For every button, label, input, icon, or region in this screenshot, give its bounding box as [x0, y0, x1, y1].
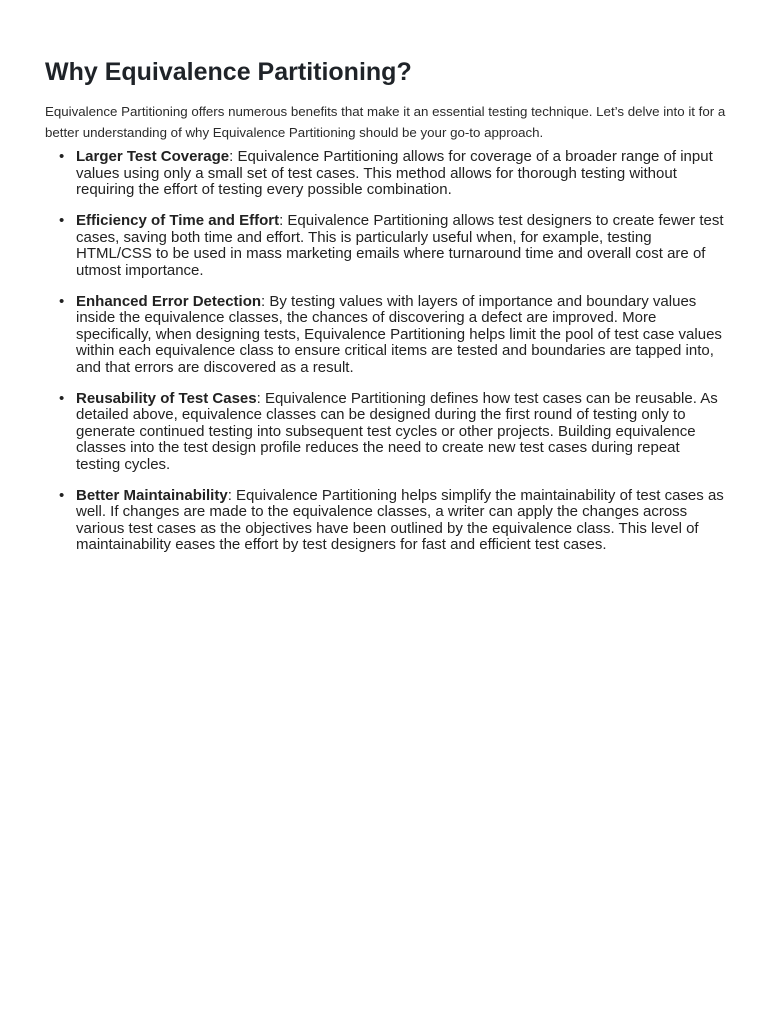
benefit-title: Reusability of Test Cases: [76, 389, 257, 407]
bullet-icon: •: [59, 148, 65, 165]
benefit-text: : Equivalence Partitioning defines how test cases can be reusable. As detailed above, equivalence classes can be designed during the first round of testing only to generate continued testing into subsequent test cycles or other projects. Building equivalence classes into the test design profile reduces the need to create new test cases during repeat testing cycles.: [76, 389, 718, 473]
page-title: Why Equivalence Partitioning?: [45, 58, 412, 86]
bullet-icon: •: [59, 212, 65, 229]
list-item: [59, 148, 728, 199]
benefit-text: : Equivalence Partitioning allows test designers to create fewer test cases, saving both time and effort. This is particularly useful when, for example, testing HTML/CSS to be used in mass marketing emails where turnaround time and overall cost are of utmost importance.: [76, 212, 724, 279]
list-item: [59, 212, 728, 279]
bullet-icon: •: [59, 486, 65, 504]
list-item: [59, 389, 728, 474]
benefit-title: Efficiency of Time and Effort: [76, 212, 280, 229]
benefits-list: [45, 149, 728, 554]
intro-paragraph: Equivalence Partitioning offers numerous benefits that make it an essential testing technique. Let’s delve into it for a better understanding of why Equivalence Partitioning should be your go-to approach.: [45, 104, 726, 140]
bullet-icon: •: [59, 389, 65, 407]
list-item: [59, 486, 728, 554]
benefit-title: Larger Test Coverage: [76, 148, 230, 165]
bullet-icon: •: [59, 292, 65, 310]
benefit-title: Better Maintainability: [76, 486, 228, 504]
benefit-text: : By testing values with layers of importance and boundary values inside the equivalence classes, the chances of discovering a defect are improved. More specifically, when designing tests, Equivalence Partitioning helps limit the pool of test case values within each equivalence class to ensure critical items are tested and boundaries are tapped into, and that errors are discovered as a result.: [76, 292, 722, 376]
benefit-title: Enhanced Error Detection: [76, 292, 262, 310]
list-item: [59, 292, 728, 377]
benefit-text: : Equivalence Partitioning helps simplify the maintainability of test cases as well. If changes are made to the equivalence classes, a writer can apply the changes across various test cases as the objectives have been outlined by the equivalence class. This level of maintainability eases the effort by test designers for fast and efficient test cases.: [76, 486, 724, 553]
benefit-text: : Equivalence Partitioning allows for coverage of a broader range of input values using only a small set of test cases. This method allows for thorough testing without requiring the effort of testing every possible combination.: [76, 148, 713, 198]
